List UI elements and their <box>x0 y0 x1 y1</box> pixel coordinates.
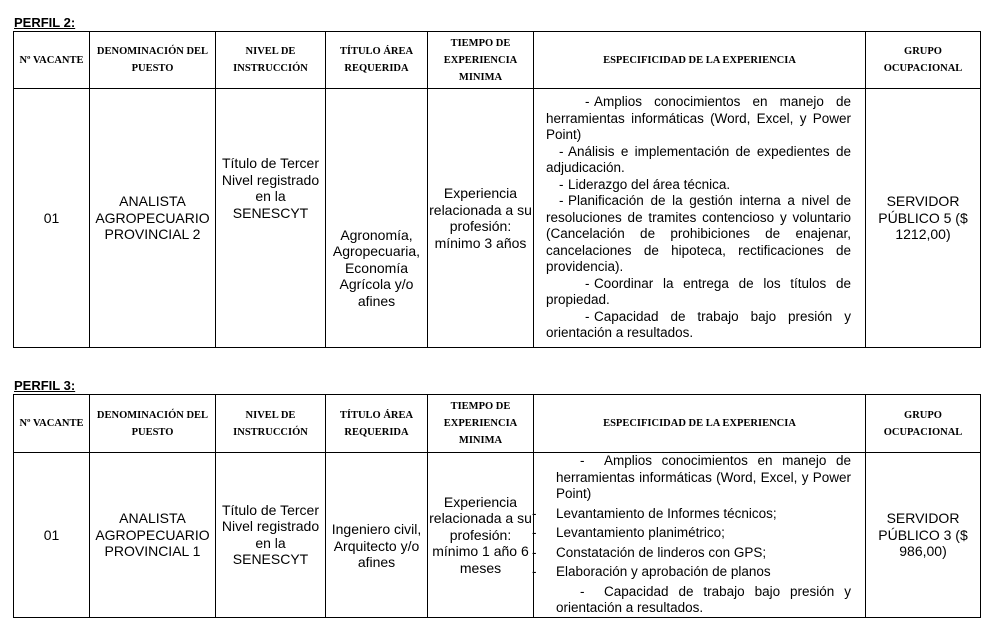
bullet-dash: - <box>559 193 564 209</box>
puesto-cell: ANALISTA AGROPECUARIO PROVINCIAL 1 <box>90 453 216 618</box>
instruccion-cell: Título de Tercer Nivel registrado en la SENESCYT <box>216 453 326 618</box>
puesto-cell: ANALISTA AGROPECUARIO PROVINCIAL 2 <box>90 89 216 348</box>
list-item-text: Constatación de linderos con GPS; <box>556 544 767 560</box>
bullet-dash: - <box>532 564 537 579</box>
header-puesto: DENOMINACIÓN DEL PUESTO <box>90 32 216 89</box>
header-titulo-area: TÍTULO ÁREA REQUERIDA <box>326 32 428 89</box>
bullet-dash: - <box>532 544 537 560</box>
list-item-text: Levantamiento planimétrico; <box>556 525 725 540</box>
profile-table <box>13 31 981 348</box>
bullet-dash: - <box>559 176 564 192</box>
list-item <box>534 177 865 194</box>
list-item-text: Amplios conocimientos en manejo de herramientas informáticas (Word, Excel, y Power Point) <box>546 94 851 143</box>
list-item <box>534 525 865 542</box>
list-item <box>534 144 865 177</box>
table-row <box>14 89 981 348</box>
titulo-area-cell: Agronomía, Agropecuaria, Economía Agrícola y/o afines <box>326 89 428 348</box>
list-item <box>534 193 865 276</box>
list-item <box>534 564 865 581</box>
list-item-text: Capacidad de trabajo bajo presión y orientación a resultados. <box>546 308 851 341</box>
titulo-area-cell: Ingeniero civil, Arquitecto y/o afines <box>326 453 428 618</box>
list-item <box>534 94 865 144</box>
bullet-dash: - <box>532 505 537 521</box>
list-item-text: Elaboración y aprobación de planos <box>556 564 771 579</box>
header-puesto: DENOMINACIÓN DEL PUESTO <box>90 395 216 453</box>
list-item <box>534 584 865 617</box>
header-grupo: GRUPO OCUPACIONAL <box>866 32 981 89</box>
experiencia-cell <box>534 453 866 618</box>
bullet-dash: - <box>559 143 564 159</box>
header-row <box>14 32 981 89</box>
vacante-cell: 01 <box>14 453 90 618</box>
bullet-dash: - <box>585 308 590 324</box>
table-row <box>14 453 981 618</box>
header-instruccion: NIVEL DE INSTRUCCIÓN <box>216 395 326 453</box>
header-experiencia: ESPECIFICIDAD DE LA EXPERIENCIA <box>534 395 866 453</box>
profile-table <box>13 394 981 618</box>
list-item-text: Amplios conocimientos en manejo de herramientas informáticas (Word, Excel, y Power Point) <box>556 453 851 501</box>
header-tiempo: TIEMPO DE EXPERIENCIA MINIMA <box>428 32 534 89</box>
list-item <box>534 309 865 342</box>
header-experiencia: ESPECIFICIDAD DE LA EXPERIENCIA <box>534 32 866 89</box>
header-vacante: Nº VACANTE <box>14 32 90 89</box>
list-item-text: Levantamiento de Informes técnicos; <box>556 505 777 521</box>
bullet-dash: - <box>580 583 585 599</box>
header-titulo-area: TÍTULO ÁREA REQUERIDA <box>326 395 428 453</box>
header-instruccion: NIVEL DE INSTRUCCIÓN <box>216 32 326 89</box>
profile-title: PERFIL 2: <box>14 15 76 30</box>
header-vacante: Nº VACANTE <box>14 395 90 453</box>
list-item-text: Análisis e implementación de expedientes de adjudicación. <box>546 143 851 176</box>
vacante-cell: 01 <box>14 89 90 348</box>
header-row <box>14 395 981 453</box>
bullet-dash: - <box>585 275 590 291</box>
profile-title: PERFIL 3: <box>14 378 76 393</box>
tiempo-cell: Experiencia relacionada a su profesión: mínimo 1 año 6 meses <box>428 453 534 618</box>
bullet-dash: - <box>585 94 590 110</box>
experiencia-cell <box>534 89 866 348</box>
grupo-cell: SERVIDOR PÚBLICO 5 ($ 1212,00) <box>866 89 981 348</box>
list-item <box>534 545 865 562</box>
header-grupo: GRUPO OCUPACIONAL <box>866 395 981 453</box>
list-item-text: Planificación de la gestión interna a nivel de resoluciones de tramites contencioso y voluntario (Cancelación de prohibiciones de enajenar, cancelaciones de hipoteca, rectificaciones de providencia). <box>546 193 851 275</box>
list-item-text: Liderazgo del área técnica. <box>568 176 731 192</box>
list-item-text: Coordinar la entrega de los títulos de propiedad. <box>546 275 851 308</box>
bullet-dash: - <box>532 525 537 540</box>
list-item <box>534 506 865 523</box>
bullet-dash: - <box>580 453 585 468</box>
list-item <box>534 276 865 309</box>
instruccion-cell: Título de Tercer Nivel registrado en la SENESCYT <box>216 89 326 348</box>
tiempo-cell: Experiencia relacionada a su profesión: mínimo 3 años <box>428 89 534 348</box>
list-item <box>534 453 865 503</box>
header-tiempo: TIEMPO DE EXPERIENCIA MINIMA <box>428 395 534 453</box>
list-item-text: Capacidad de trabajo bajo presión y orientación a resultados. <box>556 583 851 615</box>
grupo-cell: SERVIDOR PÚBLICO 3 ($ 986,00) <box>866 453 981 618</box>
